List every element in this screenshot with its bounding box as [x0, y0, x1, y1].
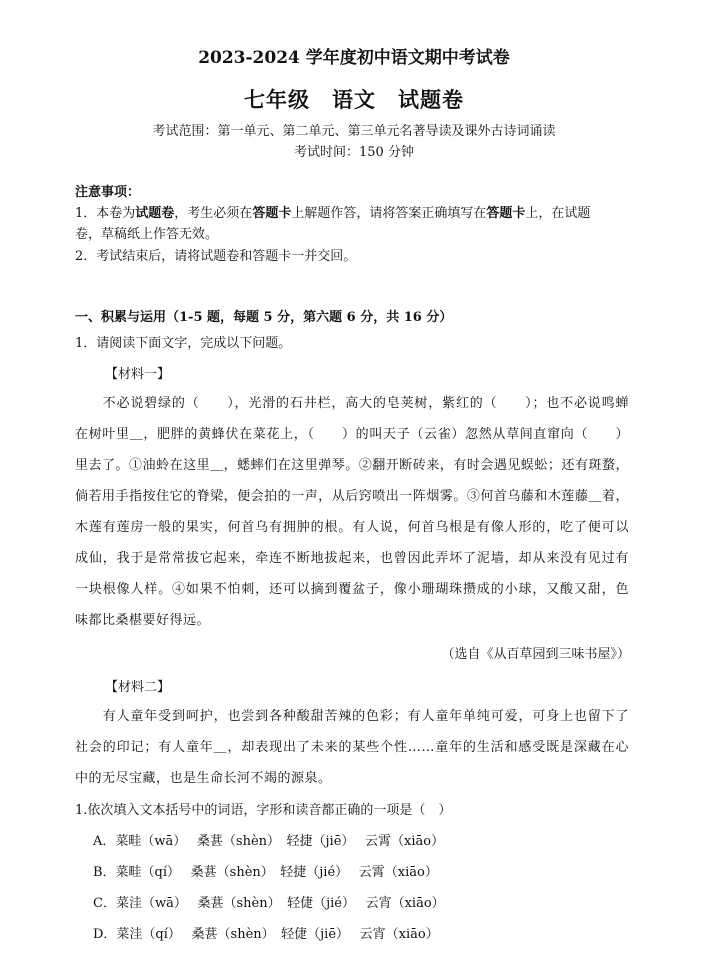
passage-line: 中的无尽宝藏，也是生命长河不竭的源泉。 [75, 771, 332, 786]
exam-scope: 考试范围：第一单元、第二单元、第三单元名著导读及课外古诗词诵读 [152, 124, 556, 139]
notice-text: 上，在试题 [525, 206, 591, 221]
passage-line: 味都比桑椹要好得远。 [75, 613, 211, 628]
exam-subtitle: 七年级 语文 试题卷 [244, 87, 464, 112]
notice-item-1 [75, 203, 633, 245]
exam-title: 2023-2024 学年度初中语文期中考试卷 [198, 48, 510, 68]
passage-line: 社会的印记；有人童年＿，却表现出了未来的某些个性……童年的生活和感受既是深藏在心 [75, 740, 629, 755]
passage-line: 倘若用手指按住它的脊梁，便会拍的一声，从后窍喷出一阵烟雾。③何首乌藤和木莲藤＿着， [75, 489, 629, 504]
passage-line: 一块根像人样。④如果不怕刺，还可以摘到覆盆子，像小珊瑚珠攒成的小球，又酸又甜，色 [75, 582, 629, 597]
passage-line: 里去了。①油蛉在这里＿，蟋蟀们在这里弹琴。②翻开断砖来，有时会遇见蜈蚣；还有斑蝥， [75, 458, 629, 473]
option-c: C．菜洼（wā） 桑葚（shèn） 轻倢（jié） 云宵（xiāo） [93, 896, 445, 911]
notice-text: 上解题作答，请将答案正确填写在 [291, 206, 487, 221]
option-a: A．菜畦（wā） 桑葚（shèn） 轻捷（jiē） 云霄（xiāo） [93, 834, 445, 849]
passage-line: 有人童年受到呵护，也尝到各种酸甜苦辣的色彩；有人童年单纯可爱，可身上也留下了 [75, 709, 629, 724]
passage-line: 成仙，我于是常常拔它起来，牵连不断地拔起来，也曾因此弄坏了泥墙，却从来没有见过有 [75, 551, 629, 566]
material1-source: （选自《从百草园到三味书屋》） [441, 647, 630, 662]
material2-passage [75, 701, 629, 794]
passage-line: 不必说碧绿的（ ），光滑的石井栏，高大的皂荚树，紫红的（ ）；也不必说鸣蝉 [75, 396, 629, 411]
notice-emphasis: 试题卷 [135, 206, 175, 221]
notice-heading: 注意事项： [75, 185, 141, 200]
exam-time: 考试时间：150 分钟 [294, 145, 414, 160]
passage-line: 在树叶里＿，肥胖的黄蜂伏在菜花上，（ ）的叫天子（云雀）忽然从草间直窜向（ ） [75, 427, 629, 442]
section-heading: 一、积累与运用（1-5 题，每题 5 分，第六题 6 分，共 16 分） [75, 310, 453, 325]
option-d: D．菜洼（qí） 桑葚（shèn） 轻倢（jiē） 云宵（xiāo） [93, 927, 439, 942]
notice-emphasis: 答题卡 [252, 206, 292, 221]
passage-line: 木莲有莲房一般的果实，何首乌有拥肿的根。有人说，何首乌根是有像人形的，吃了便可以 [75, 520, 629, 535]
material2-heading: 【材料二】 [105, 680, 171, 695]
notice-text: 卷，草稿纸上作答无效。 [75, 227, 219, 242]
option-b: B．菜畦（qí） 桑葚（shèn） 轻捷（jié） 云霄（xiāo） [93, 865, 438, 880]
notice-text: 1．本卷为 [75, 206, 136, 221]
material1-passage [75, 388, 629, 636]
material1-heading: 【材料一】 [105, 367, 171, 382]
notice-emphasis: 答题卡 [486, 206, 526, 221]
notice-item-2: 2．考试结束后，请将试题卷和答题卡一并交回。 [75, 249, 357, 264]
question-1-stem: 1.依次填入文本括号中的词语，字形和读音都正确的一项是（ ） [75, 803, 452, 818]
question-intro: 1．请阅读下面文字，完成以下问题。 [75, 336, 292, 351]
notice-text: ，考生必须在 [174, 206, 253, 221]
